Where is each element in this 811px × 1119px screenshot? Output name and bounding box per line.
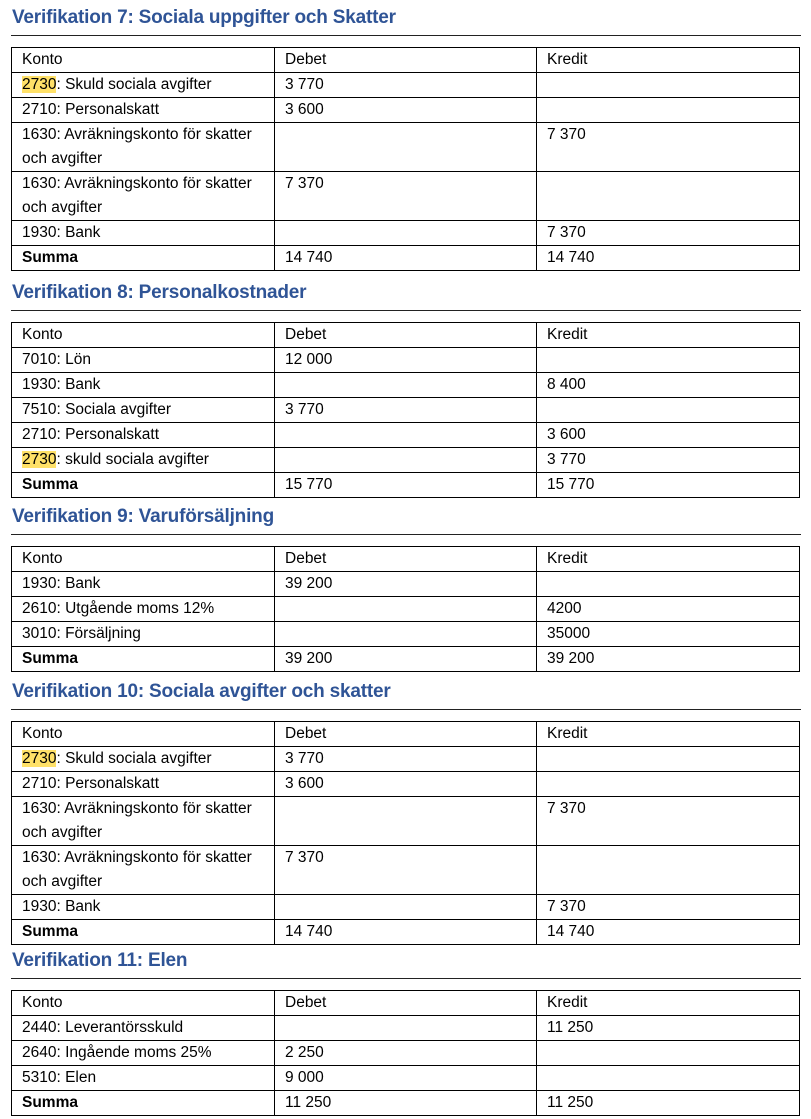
table-row [12,797,800,846]
heading-underline [11,978,801,979]
kredit-cell: 8 400 [537,373,800,398]
konto-cell [12,1066,275,1091]
total-kredit: 39 200 [537,647,800,672]
konto-text: 2640: Ingående moms 25% [22,1044,212,1061]
konto-cell [12,172,275,221]
konto-cell [12,895,275,920]
debet-cell: 3 600 [275,772,537,797]
table-row [12,1016,800,1041]
section-heading: Verifikation 10: Sociala avgifter och skatter [12,681,391,702]
debet-cell: 3 770 [275,398,537,423]
heading-underline [11,534,801,535]
header-debet: Debet [275,547,537,572]
table-row [12,895,800,920]
table-row [12,398,800,423]
verification-section [11,6,801,271]
kredit-cell: 7 370 [537,895,800,920]
debet-cell: 12 000 [275,348,537,373]
konto-cell [12,221,275,246]
konto-text: 2610: Utgående moms 12% [22,600,215,617]
debet-cell: 3 600 [275,98,537,123]
table-row [12,846,800,895]
kredit-cell: 3 770 [537,448,800,473]
total-debet: 14 740 [275,920,537,945]
header-kredit: Kredit [537,991,800,1016]
konto-text: 1930: Bank [22,898,101,915]
verification-section [11,505,801,672]
kredit-cell [537,1041,800,1066]
header-konto: Konto [12,323,275,348]
kredit-cell [537,772,800,797]
kredit-cell [537,348,800,373]
table-row [12,373,800,398]
section-heading: Verifikation 9: Varuförsäljning [12,506,274,527]
konto-cell [12,73,275,98]
header-debet: Debet [275,991,537,1016]
konto-text: : Skuld sociala avgifter [56,750,212,767]
table-row [12,73,800,98]
kredit-cell [537,398,800,423]
debet-cell [275,448,537,473]
header-debet: Debet [275,323,537,348]
debet-cell [275,123,537,172]
total-kredit: 14 740 [537,246,800,271]
debet-cell: 3 770 [275,747,537,772]
table-header-row [12,722,800,747]
debet-cell [275,373,537,398]
summa-label: Summa [12,473,275,498]
summa-label: Summa [12,246,275,271]
total-row [12,1091,800,1116]
debet-cell: 2 250 [275,1041,537,1066]
table-row [12,572,800,597]
debet-cell [275,797,537,846]
summa-label: Summa [12,1091,275,1116]
konto-cell [12,123,275,172]
total-kredit: 14 740 [537,920,800,945]
konto-cell [12,797,275,846]
table-row [12,221,800,246]
debet-cell: 7 370 [275,172,537,221]
kredit-cell: 35000 [537,622,800,647]
konto-text: 2440: Leverantörsskuld [22,1019,184,1036]
kredit-cell: 7 370 [537,221,800,246]
table-row [12,348,800,373]
ledger-table [11,47,800,271]
heading-underline [11,310,801,311]
konto-text: 1930: Bank [22,575,101,592]
konto-text: 2710: Personalskatt [22,775,160,792]
kredit-cell: 7 370 [537,797,800,846]
total-debet: 11 250 [275,1091,537,1116]
debet-cell: 39 200 [275,572,537,597]
kredit-cell: 11 250 [537,1016,800,1041]
debet-cell [275,597,537,622]
table-row [12,1066,800,1091]
table-header-row [12,48,800,73]
header-kredit: Kredit [537,547,800,572]
kredit-cell: 7 370 [537,123,800,172]
section-heading: Verifikation 11: Elen [12,950,188,971]
table-row [12,423,800,448]
konto-cell [12,448,275,473]
heading-underline [11,709,801,710]
konto-cell [12,398,275,423]
verification-section [11,949,801,1116]
debet-cell [275,622,537,647]
konto-cell [12,622,275,647]
debet-cell [275,423,537,448]
kredit-cell [537,1066,800,1091]
table-row [12,98,800,123]
konto-text: 2710: Personalskatt [22,426,160,443]
konto-cell [12,423,275,448]
ledger-table [11,990,800,1116]
highlighted-account-number: 2730 [22,76,57,93]
kredit-cell: 3 600 [537,423,800,448]
konto-text: 7510: Sociala avgifter [22,401,172,418]
total-kredit: 11 250 [537,1091,800,1116]
kredit-cell [537,172,800,221]
kredit-cell [537,98,800,123]
ledger-table [11,322,800,498]
table-row [12,448,800,473]
kredit-cell [537,73,800,98]
konto-text: 1630: Avräkningskonto för skatter och avgifter [22,800,252,841]
header-kredit: Kredit [537,48,800,73]
konto-cell [12,98,275,123]
konto-cell [12,572,275,597]
kredit-cell [537,747,800,772]
header-konto: Konto [12,547,275,572]
debet-cell: 9 000 [275,1066,537,1091]
table-header-row [12,991,800,1016]
summa-label: Summa [12,647,275,672]
header-kredit: Kredit [537,323,800,348]
konto-text: 1930: Bank [22,224,101,241]
kredit-cell [537,572,800,597]
kredit-cell [537,846,800,895]
table-row [12,597,800,622]
konto-cell [12,1016,275,1041]
highlighted-account-number: 2730 [22,451,57,468]
header-konto: Konto [12,48,275,73]
header-kredit: Kredit [537,722,800,747]
konto-cell [12,747,275,772]
konto-cell [12,373,275,398]
table-row [12,123,800,172]
konto-cell [12,348,275,373]
konto-text: 1630: Avräkningskonto för skatter och avgifter [22,849,252,890]
konto-text: 3010: Försäljning [22,625,141,642]
ledger-table [11,546,800,672]
konto-text: 2710: Personalskatt [22,101,160,118]
table-row [12,622,800,647]
total-row [12,246,800,271]
debet-cell [275,1016,537,1041]
total-debet: 14 740 [275,246,537,271]
konto-text: 1630: Avräkningskonto för skatter och avgifter [22,126,252,167]
table-header-row [12,547,800,572]
konto-text: 1930: Bank [22,376,101,393]
debet-cell [275,221,537,246]
header-debet: Debet [275,48,537,73]
highlighted-account-number: 2730 [22,750,57,767]
konto-cell [12,846,275,895]
total-row [12,647,800,672]
konto-text: 5310: Elen [22,1069,97,1086]
kredit-cell: 4200 [537,597,800,622]
total-row [12,920,800,945]
debet-cell: 7 370 [275,846,537,895]
total-debet: 39 200 [275,647,537,672]
total-kredit: 15 770 [537,473,800,498]
konto-cell [12,772,275,797]
total-debet: 15 770 [275,473,537,498]
header-konto: Konto [12,991,275,1016]
summa-label: Summa [12,920,275,945]
section-heading: Verifikation 8: Personalkostnader [12,282,307,303]
table-row [12,1041,800,1066]
table-row [12,747,800,772]
konto-text: : skuld sociala avgifter [56,451,209,468]
konto-text: : Skuld sociala avgifter [56,76,212,93]
section-heading: Verifikation 7: Sociala uppgifter och Skatter [12,7,396,28]
ledger-table [11,721,800,945]
debet-cell: 3 770 [275,73,537,98]
total-row [12,473,800,498]
table-header-row [12,323,800,348]
heading-underline [11,35,801,36]
verification-section [11,281,801,498]
konto-cell [12,597,275,622]
konto-cell [12,1041,275,1066]
table-row [12,172,800,221]
debet-cell [275,895,537,920]
header-konto: Konto [12,722,275,747]
table-row [12,772,800,797]
verification-section [11,680,801,945]
konto-text: 7010: Lön [22,351,91,368]
header-debet: Debet [275,722,537,747]
konto-text: 1630: Avräkningskonto för skatter och avgifter [22,175,252,216]
